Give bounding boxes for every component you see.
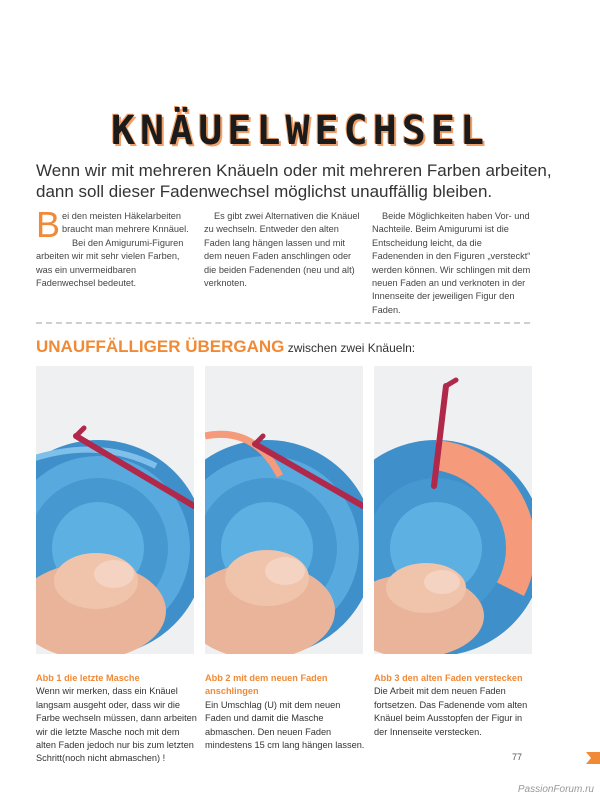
photo-step-3 <box>374 366 532 654</box>
text-column-3 <box>372 210 532 317</box>
caption-2-title: Abb 2 mit dem neuen Faden anschlingen <box>205 673 328 697</box>
lead-paragraph: Wenn wir mit mehreren Knäueln oder mit mehreren Farben arbeiten, dann soll dieser Fadenwechsel möglichst unauffällig bleiben. <box>36 161 552 201</box>
caption-step-1 <box>36 672 198 766</box>
column-3-paragraph: Beide Möglichkeiten haben Vor- und Nachteile. Beim Amigurumi ist die Entscheidung leicht, da die Fadenenden in den Figuren „versteckt“ werden können. Wir schlingen mit dem neuen Faden an und verknoten in der Innenseite der jeweiligen Figur den Faden. <box>372 211 531 315</box>
drop-cap: B <box>36 204 61 245</box>
caption-1-text: Wenn wir merken, dass ein Knäuel langsam ausgeht oder, dass wir die Farbe wechseln müssen, dann arbeiten wir die letzte Masche noch mit dem alten Faden jedoch nur bis zum letzten Schritt(noch nicht abmaschen) ! <box>36 686 197 764</box>
column-2-paragraph: Es gibt zwei Alternativen die Knäuel zu wechseln. Entweder den alten Faden lang hängen lassen und mit dem neuen Faden anschlingen oder die beiden Fadenenden (neu und alt) verknoten. <box>204 211 360 289</box>
page-tab-marker <box>586 752 600 764</box>
text-column-2 <box>204 210 364 290</box>
page-number: 77 <box>512 752 523 762</box>
section-heading-rest: zwischen zwei Knäueln: <box>284 341 416 355</box>
caption-step-3 <box>374 672 536 739</box>
photo-step-2 <box>205 366 363 654</box>
caption-3-title: Abb 3 den alten Faden verstecken <box>374 673 523 683</box>
caption-1-title: Abb 1 die letzte Masche <box>36 673 140 683</box>
section-heading-highlight: UNAUFFÄLLIGER ÜBERGANG <box>36 337 285 356</box>
caption-2-text: Ein Umschlag (U) mit dem neuen Faden und damit die Masche abmaschen. Den neuen Faden mindestens 15 cm lang hängen lassen. <box>205 699 365 751</box>
crochet-photo-2-image <box>205 366 363 654</box>
column-1-paragraph-1: ei den meisten Häkelarbeiten braucht man mehrere Knnäuel. <box>62 211 189 235</box>
crochet-photo-1-image <box>36 366 194 654</box>
crochet-photo-3-image <box>374 366 532 654</box>
dashed-divider <box>36 322 530 324</box>
column-1-paragraph-2: Bei den Amigurumi-Figuren arbeiten wir mit sehr vielen Farben, was ein unvermeidbaren Fadenwechsel bedeutet. <box>36 237 184 289</box>
section-heading <box>36 337 415 357</box>
caption-step-2 <box>205 672 367 752</box>
watermark: PassionForum.ru <box>517 784 594 795</box>
caption-3-text: Die Arbeit mit dem neuen Faden fortsetzen. Das Fadenende vom alten Knäuel beim Ausstopfen der Figur in der Innenseite verstecken. <box>374 686 528 737</box>
photo-step-1 <box>36 366 194 654</box>
page-title: KNÄUELWECHSEL <box>110 108 490 154</box>
text-column-1 <box>36 204 196 290</box>
